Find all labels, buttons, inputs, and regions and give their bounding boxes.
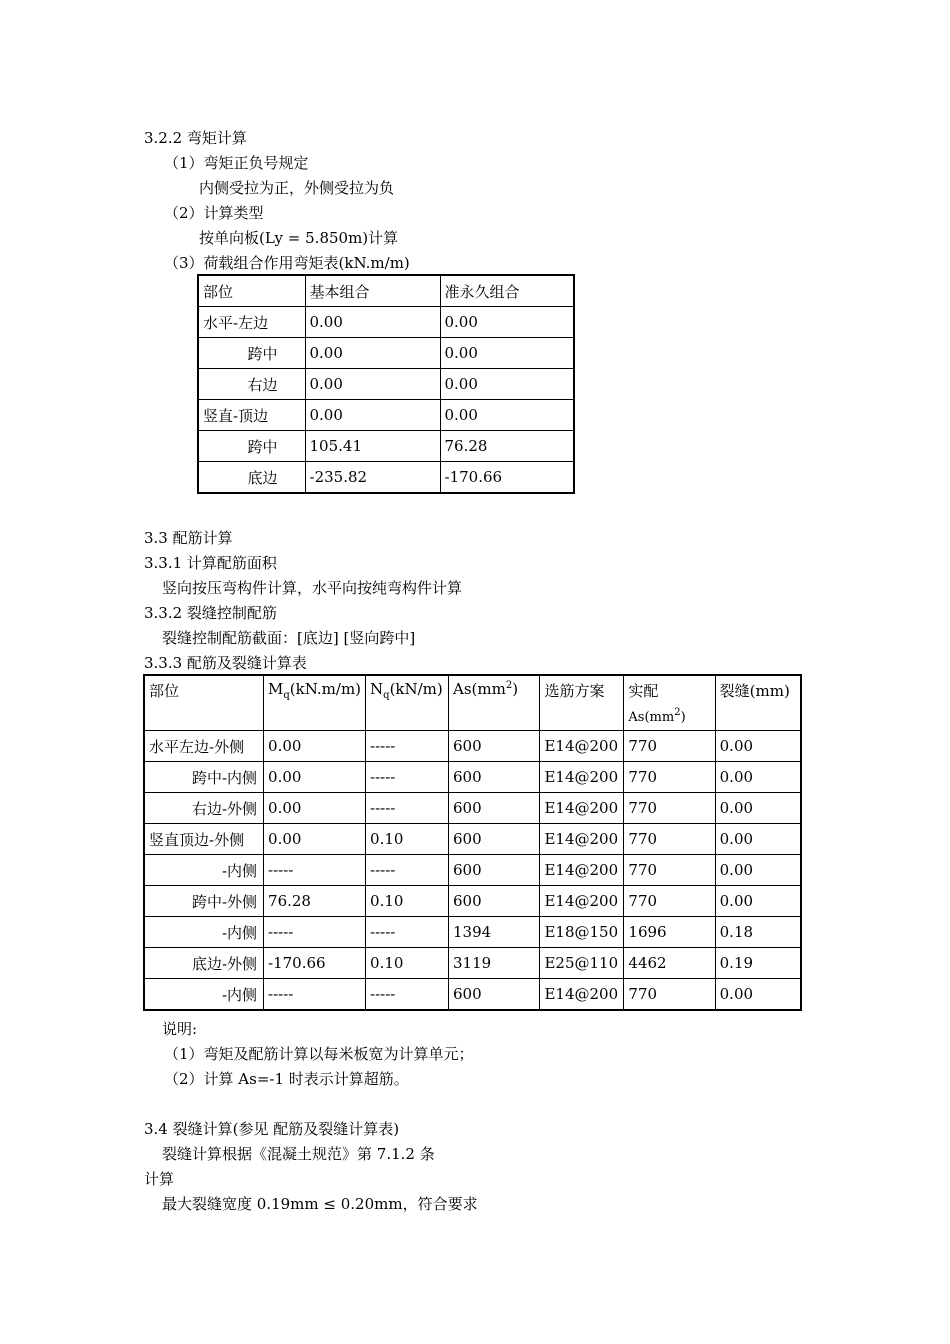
cell-basic: 0.00 — [305, 369, 440, 400]
cell-nq: 0.10 — [366, 948, 449, 979]
cell-mq: ----- — [264, 855, 366, 886]
cell-nq: ----- — [366, 979, 449, 1011]
cell-quasi: 0.00 — [440, 400, 574, 431]
as-close: ) — [512, 680, 519, 698]
cell-part: 跨中-外侧 — [144, 886, 264, 917]
item-sign-convention: （1）弯矩正负号规定 — [164, 154, 309, 172]
cell-basic: 0.00 — [305, 400, 440, 431]
note-2: （2）计算 As=-1 时表示计算超筋。 — [164, 1070, 409, 1088]
cell-crack: 0.00 — [715, 979, 801, 1011]
table-header-row — [144, 675, 801, 731]
item-calc-type: （2）计算类型 — [164, 204, 264, 222]
cell-part: -内侧 — [144, 855, 264, 886]
cell-scheme: E14@200 — [540, 979, 624, 1011]
header-part: 部位 — [144, 675, 264, 731]
section-title-3-2-2: 3.2.2 弯矩计算 — [144, 129, 247, 147]
cell-basic: 105.41 — [305, 431, 440, 462]
crack-control-text: 裂缝控制配筋截面：[底边] [竖向跨中] — [162, 629, 416, 647]
cell-mq: 0.00 — [264, 762, 366, 793]
cell-scheme: E14@200 — [540, 886, 624, 917]
calc-label: 计算 — [144, 1170, 175, 1188]
cell-quasi: 0.00 — [440, 369, 574, 400]
cell-crack: 0.00 — [715, 886, 801, 917]
cell-part: -内侧 — [144, 917, 264, 948]
rebar-area-text: 竖向按压弯构件计算，水平向按纯弯构件计算 — [162, 579, 463, 597]
cell-nq: 0.10 — [366, 824, 449, 855]
cell-crack: 0.00 — [715, 824, 801, 855]
header-crack: 裂缝(mm) — [715, 675, 801, 731]
cell-nq: ----- — [366, 731, 449, 762]
cell-scheme: E14@200 — [540, 762, 624, 793]
cell-part: 底边-外侧 — [144, 948, 264, 979]
sign-convention-text: 内侧受拉为正，外侧受拉为负 — [199, 179, 395, 197]
cell-as: 600 — [448, 731, 539, 762]
item-moment-table: （3）荷载组合作用弯矩表(kN.m/m) — [164, 254, 410, 272]
cell-quasi: 76.28 — [440, 431, 574, 462]
cell-quasi: 0.00 — [440, 338, 574, 369]
cell-part: 右边 — [198, 369, 305, 400]
note-title: 说明: — [162, 1020, 198, 1038]
header-actual — [624, 675, 715, 731]
header-scheme: 选筋方案 — [540, 675, 624, 731]
nq-subscript: q — [383, 690, 390, 701]
table-row — [144, 886, 801, 917]
cell-scheme: E14@200 — [540, 855, 624, 886]
cell-actual: 770 — [624, 762, 715, 793]
cell-mq: ----- — [264, 979, 366, 1011]
section-title-3-3-1: 3.3.1 计算配筋面积 — [144, 554, 277, 572]
as-sup: 2 — [505, 680, 513, 691]
cell-crack: 0.00 — [715, 793, 801, 824]
crack-result-text: 最大裂缝宽度 0.19mm ≤ 0.20mm，符合要求 — [162, 1195, 478, 1213]
table-row — [198, 400, 574, 431]
cell-actual: 770 — [624, 886, 715, 917]
actual-close: ) — [680, 710, 686, 725]
cell-actual: 770 — [624, 855, 715, 886]
table-row — [198, 369, 574, 400]
cell-as: 600 — [448, 855, 539, 886]
cell-part: 跨中 — [198, 431, 305, 462]
cell-as: 600 — [448, 886, 539, 917]
cell-as: 1394 — [448, 917, 539, 948]
cell-quasi: 0.00 — [440, 307, 574, 338]
cell-part: 跨中-内侧 — [144, 762, 264, 793]
cell-basic: 0.00 — [305, 307, 440, 338]
header-quasi: 准永久组合 — [440, 275, 574, 307]
table-row — [198, 338, 574, 369]
cell-actual: 1696 — [624, 917, 715, 948]
cell-part: 水平左边-外侧 — [144, 731, 264, 762]
cell-part: 右边-外侧 — [144, 793, 264, 824]
cell-crack: 0.19 — [715, 948, 801, 979]
cell-as: 600 — [448, 762, 539, 793]
table-row — [144, 824, 801, 855]
table-row — [144, 855, 801, 886]
table-row — [198, 462, 574, 494]
cell-actual: 770 — [624, 731, 715, 762]
table-row — [144, 979, 801, 1011]
header-nq — [366, 675, 449, 731]
cell-part: 底边 — [198, 462, 305, 494]
nq-unit: (kN/m) — [389, 680, 443, 698]
cell-part: 水平-左边 — [198, 307, 305, 338]
cell-scheme: E14@200 — [540, 824, 624, 855]
cell-mq: -170.66 — [264, 948, 366, 979]
table-row — [198, 307, 574, 338]
header-basic: 基本组合 — [305, 275, 440, 307]
table-row — [144, 731, 801, 762]
cell-actual: 4462 — [624, 948, 715, 979]
cell-quasi: -170.66 — [440, 462, 574, 494]
as-label: As(mm — [452, 680, 506, 698]
note-1: （1）弯矩及配筋计算以每米板宽为计算单元； — [164, 1045, 474, 1063]
cell-actual: 770 — [624, 793, 715, 824]
cell-nq: ----- — [366, 855, 449, 886]
nq-symbol: N — [370, 680, 384, 698]
rebar-crack-table — [143, 674, 802, 1011]
cell-mq: 0.00 — [264, 793, 366, 824]
cell-crack: 0.00 — [715, 762, 801, 793]
table-row — [144, 762, 801, 793]
table-row — [198, 431, 574, 462]
cell-scheme: E18@150 — [540, 917, 624, 948]
moment-table — [197, 274, 575, 494]
cell-basic: -235.82 — [305, 462, 440, 494]
cell-as: 600 — [448, 824, 539, 855]
actual-sup: 2 — [674, 707, 681, 718]
actual-label-2: As(mm — [628, 710, 675, 725]
calc-type-text: 按单向板(Ly = 5.850m)计算 — [199, 229, 399, 247]
cell-scheme: E25@110 — [540, 948, 624, 979]
cell-actual: 770 — [624, 824, 715, 855]
cell-as: 600 — [448, 979, 539, 1011]
cell-nq: 0.10 — [366, 886, 449, 917]
cell-crack: 0.18 — [715, 917, 801, 948]
actual-label-1: 实配 — [628, 682, 659, 700]
mq-subscript: q — [283, 690, 290, 701]
cell-crack: 0.00 — [715, 855, 801, 886]
cell-mq: ----- — [264, 917, 366, 948]
cell-scheme: E14@200 — [540, 731, 624, 762]
section-title-3-3-2: 3.3.2 裂缝控制配筋 — [144, 604, 277, 622]
header-part: 部位 — [198, 275, 305, 307]
cell-actual: 770 — [624, 979, 715, 1011]
cell-nq: ----- — [366, 917, 449, 948]
cell-part: 竖直-顶边 — [198, 400, 305, 431]
cell-mq: 76.28 — [264, 886, 366, 917]
mq-symbol: M — [268, 680, 284, 698]
cell-as: 600 — [448, 793, 539, 824]
mq-unit: (kN.m/m) — [289, 680, 362, 698]
cell-part: 跨中 — [198, 338, 305, 369]
section-title-3-4: 3.4 裂缝计算(参见 配筋及裂缝计算表) — [144, 1120, 400, 1138]
cell-part: -内侧 — [144, 979, 264, 1011]
cell-as: 3119 — [448, 948, 539, 979]
cell-nq: ----- — [366, 793, 449, 824]
cell-nq: ----- — [366, 762, 449, 793]
table-header-row — [198, 275, 574, 307]
table-row — [144, 793, 801, 824]
cell-mq: 0.00 — [264, 731, 366, 762]
cell-scheme: E14@200 — [540, 793, 624, 824]
cell-basic: 0.00 — [305, 338, 440, 369]
header-as — [448, 675, 539, 731]
cell-crack: 0.00 — [715, 731, 801, 762]
section-title-3-3: 3.3 配筋计算 — [144, 529, 233, 547]
header-mq — [264, 675, 366, 731]
table-row — [144, 917, 801, 948]
cell-part: 竖直顶边-外侧 — [144, 824, 264, 855]
crack-basis-text: 裂缝计算根据《混凝土规范》第 7.1.2 条 — [162, 1145, 435, 1163]
section-title-3-3-3: 3.3.3 配筋及裂缝计算表 — [144, 654, 307, 672]
cell-mq: 0.00 — [264, 824, 366, 855]
table-row — [144, 948, 801, 979]
